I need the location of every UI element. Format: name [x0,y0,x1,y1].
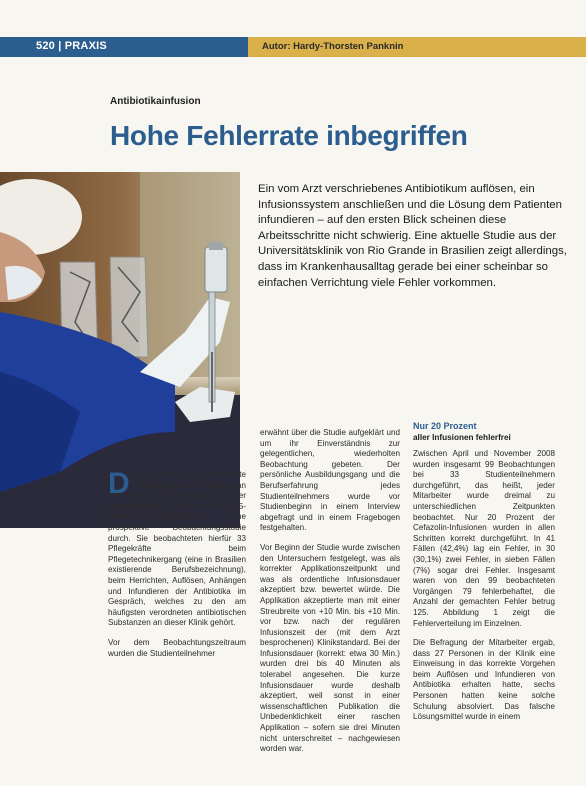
body-column-1 [108,467,246,668]
article-kicker: Antibiotikainfusion [110,96,201,107]
col1-paragraph-1: ie Autoren, examinierte Pflegekräfte und Lehrkräfte an der Pflegeschule der Universitätsklinik, führten an dem 125-Betten-Universitätsklinikum eine prospektive Beobachtungsstudie durch. Sie beobachteten hierfür 33 Pflegekräfte beim Pflegetechnikergang (eine in Brasilien existierende Berufsbezeichnung), beim Herrichten, Auflösen, Anhängen und Infundieren der Antibiotika im Gespräch, welches zu den am häufigsten verordneten antibiotischen Substanzen an dieser Klinik gehört. [108,470,246,628]
section-label: 520 | PRAXIS [36,40,107,52]
drop-cap: D [108,467,130,500]
article-lead: Ein vom Arzt verschriebenes Antibiotikum auflösen, ein Infusionssystem anschließen und die Lösung dem Patienten infundieren – auf den ersten Blick scheinen diese Arbeitsschritte nicht schwierig. Eine aktuelle Studie aus der Universitätsklinik von Rio Grande in Brasilien zeigt allerdings, dass im Krankenhausalltag gerade bei einer scheinbar so einfachen Verrichtung viele Fehler vorkommen. [258,183,567,289]
subheading-secondary: aller Infusionen fehlerfrei [413,433,511,442]
col3-paragraph-2: Die Befragung der Mitarbeiter ergab, dass 27 Personen in der Klinik eine Einweisung in das korrekte Vorgehen beim Auflösen und Infundieren von Antibiotika erhalten hatte, sechs Personen hatten keine solche Schulung absolviert. Das falsche Lösungsmittel wurde in einem [413,638,555,722]
subheading-primary: Nur 20 Prozent [413,421,477,431]
col3-paragraph-1: Zwischen April und November 2008 wurden insgesamt 99 Beobachtungen bei 33 Studienteilnehmern durchgeführt, das heißt, jeder Mitarbeiter wurde dreimal zu unterschiedlichen Zeitpunkten beobachtet. Nur 20 Prozent der Cefazolin-Infusionen wurden in allen Schritten korrekt durchgeführt. In 41 Fällen (42,4%) lag ein Fehler, in 30 (30,1%) zwei Fehler, in sieben Fällen (7%) sogar drei Fehler. Insgesamt waren von den 99 beobachteten Vorgängen 79 fehlerbehaftet, die Anzahl der gemachten Fehler betrug 125. Abbildung 1 zeigt die Fehlerverteilung im Einzelnen. [413,449,555,628]
body-column-3 [413,420,555,732]
author-label: Autor: Hardy-Thorsten Panknin [262,41,404,52]
col2-paragraph-2: Vor Beginn der Studie wurde zwischen den Untersuchern festgelegt, was als korrekter Applikationszeitpunkt und was als ordentliche Infusionsdauer akzeptiert bzw. bewertet würde. Die Applikation akzeptierte man mit einer Streubreite von +10 Min. bis +10 Min. vor bzw. nach der regulären Infusionszeit der (mit dem Arzt besprochenen) Klinikstandard. Bei der Infusionsdauer (korrekt: etwa 30 Min.) wurden drei bis 40 Minuten als tolerabel angesehen. Die kurze Infusionsdauer wurde deshalb akzeptiert, weil sonst in einer wissenschaftlichen Publikation die Unbedenklichkeit einer raschen Applikation – sofern sie drei Minuten nicht unterschreitet – nachgewiesen worden war. [260,542,400,754]
section-header-band [0,37,248,57]
body-column-2 [260,428,400,764]
col1-paragraph-2: Vor dem Beobachtungszeitraum wurden die Studienteilnehmer [108,637,246,658]
article-headline: Hohe Fehlerrate inbegriffen [110,120,468,151]
col2-paragraph-1: erwähnt über die Studie aufgeklärt und um ihr Einverständnis zur gelegentlichen, wiederholten Beobachtung gebeten. Der persönliche Ausbildungsgang und die Berufserfahrung jedes Studienteilnehmers wurde vor Studienbeginn in einem Interview abgefragt und in einem Fragebogen festgehalten. [260,428,400,533]
author-header-band [248,37,586,57]
